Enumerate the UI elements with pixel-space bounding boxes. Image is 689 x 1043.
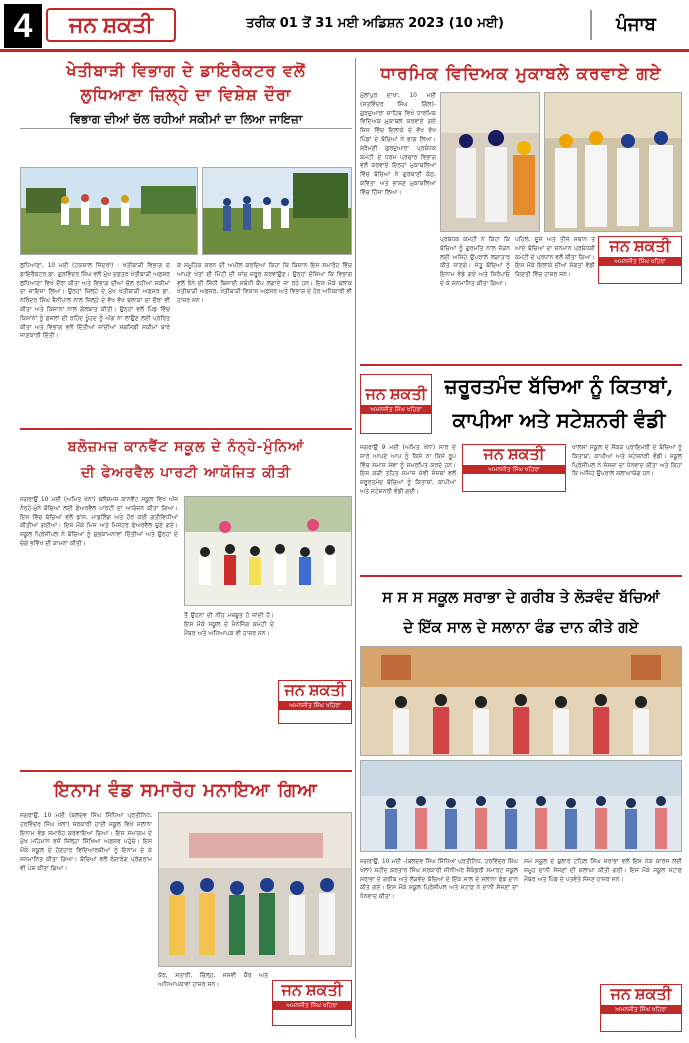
badge-title: ਜਨ ਸ਼ਕਤੀ bbox=[483, 446, 545, 463]
donation-body-left: ਜਗਰਾਉਂ, 10 ਮਈ -(ਬਲਦੇਵ ਸਿੰਘ ਸਿੱਧਿਆ ਪ੍ਰਤੀਨਿਧ, ਹਰਵਿੰਦਰ ਸਿੰਘ ਖੇਲਾ) ਸ਼ਹੀਦ ਕਰਤਾਰ ਸਿੰਘ ਸਰਕਾਰੀ ਸੀਨੀਅਰ ਸੈਕੰਡਰੀ ਸਮਾਰਟ ਸਕੂਲ ਸਰਾਭਾ ਦੇ ਗਰੀਬ ਅਤੇ ਲੋੜਵੰਦ ਬੱਚਿਆਂ ਦੇ ਇੱਕ ਸਾਲ ਦੇ ਸਲਾਨਾ ਫੰਡ ਦਾਨ ਕੀਤੇ ਗਏ। ਇਸ ਮੌਕੇ ਸਕੂਲ ਪ੍ਰਿੰਸੀਪਲ ਅਤੇ ਸਟਾਫ਼ ਨੇ ਦਾਨੀ ਸੱਜਣਾਂ ਦਾ ਧੰਨਵਾਦ ਕੀਤਾ। bbox=[360, 858, 518, 901]
newspaper-logo[interactable]: ਜਨ ਸ਼ਕਤੀ bbox=[46, 8, 176, 42]
agri-body-left: ਲੁਧਿਆਣਾ, 10 ਮਈ (ਟਕਸ਼ਾਲ ਜਿੰਦਰਾਂ) : ਖੇਤੀਬਾੜੀ ਵਿਭਾਗ ਦੇ ਡਾਇਰੈਕਟਰ ਡਾ. ਗੁਰਵਿੰਦਰ ਸਿੰਘ ਵਲੋਂ ਮੁੱਖ ਦਫ਼ਤਰ ਖੇਤੀਬਾੜੀ ਅਫ਼ਸਰ ਲੁਧਿਆਣਾ ਵਿਖੇ ਦੌਰਾ ਕੀਤਾ ਅਤੇ ਵਿਭਾਗ ਦੀਆਂ ਚੱਲ ਰਹੀਆਂ ਸਕੀਮਾਂ ਦਾ ਜਾਇਜ਼ਾ ਲਿਆ। ਉਨ੍ਹਾਂ ਜ਼ਿਲ੍ਹੇ ਦੇ ਮੁੱਖ ਖੇਤੀਬਾੜੀ ਅਫ਼ਸਰ ਡਾ. ਨਰਿੰਦਰ ਸਿੰਘ ਬੈਨੀਪਾਲ ਨਾਲ ਜ਼ਿਲ੍ਹੇ ਦੇ ਵੱਖ ਵੱਖ ਬਲਾਕਾਂ ਦਾ ਦੌਰਾ ਵੀ ਕੀਤਾ ਅਤੇ ਕਿਸਾਨਾਂ ਨਾਲ ਗੱਲਬਾਤ ਕੀਤੀ। ਉਨ੍ਹਾਂ ਵਲੋਂ ਪਿੰਡ ਵਿੱਚ ਕਿਸਾਨਾਂ ਨੂੰ ਫ਼ਸਲਾਂ ਦੀ ਰਹਿੰਦ ਖੂੰਹਦ ਨੂੰ ਅੱਗ ਨਾ ਲਾਉਣ ਲਈ ਪ੍ਰੇਰਿਤ ਕੀਤਾ ਅਤੇ ਵਿਭਾਗ ਵਲੋਂ ਦਿੱਤੀਆਂ ਜਾਂਦੀਆਂ ਸਬਸਿਡੀ ਸਕੀਮਾਂ ਬਾਰੇ ਜਾਣਕਾਰੀ ਦਿੱਤੀ। bbox=[20, 262, 170, 340]
jan-shakti-badge bbox=[272, 980, 352, 1026]
badge-subtitle: ਅਮਨਜੀਤ ਸਿੰਘ ਖਹਿਰਾ bbox=[601, 1005, 681, 1014]
donation-headline-1: ਸ ਸ ਸ ਸਕੂਲ ਸਰਾਭਾ ਦੇ ਗਰੀਬ ਤੇ ਲੋੜਵੰਦ ਬੱਚਿਆਂ bbox=[382, 588, 660, 606]
prize-body: ਜਗਰਾਉਂ, 10 ਮਈ (ਬਲਦੇਵ ਸਿੰਘ ਸਿੱਧਿਆ ਪ੍ਰਤੀਨਿਧ, ਹਰਵਿੰਦਰ ਸਿੰਘ ਖੇਲਾ) ਸਰਕਾਰੀ ਹਾਈ ਸਕੂਲ ਵਿਖੇ ਸਲਾਨਾ ਇਨਾਮ ਵੰਡ ਸਮਾਰੋਹ ਕਰਵਾਇਆ ਗਿਆ। ਇਸ ਸਮਾਗਮ ਦੇ ਮੁੱਖ ਮਹਿਮਾਨ ਵਜੋਂ ਜ਼ਿਲ੍ਹਾ ਸਿੱਖਿਆ ਅਫ਼ਸਰ ਪਹੁੰਚੇ। ਇਸ ਮੌਕੇ ਸਕੂਲ ਦੇ ਹੋਣਹਾਰ ਵਿਦਿਆਰਥੀਆਂ ਨੂੰ ਇਨਾਮ ਦੇ ਕੇ ਸਨਮਾਨਿਤ ਕੀਤਾ ਗਿਆ। ਬੱਚਿਆਂ ਵਲੋਂ ਰੰਗਾਰੰਗ ਪ੍ਰੋਗਰਾਮ ਵੀ ਪੇਸ਼ ਕੀਤਾ ਗਿਆ। bbox=[20, 812, 152, 872]
party-body: ਜਗਰਾਉਂ 10 ਮਈ (ਅਮਿਤ ਖੰਨਾ) ਬਲੋਜ਼ਮਜ਼ ਕਾਨਵੈਂਟ ਸਕੂਲ ਵਿਖੇ ਅੱਜ ਨੰਨ੍ਹੇ-ਮੁੰਨੇ ਬੱਚਿਆਂ ਲਈ ਫੇਅਰਵੈਲ ਪਾਰਟੀ ਦਾ ਆਯੋਜਨ ਕੀਤਾ ਗਿਆ। ਇਸ ਵਿੱਚ ਬੱਚਿਆਂ ਵਲੋਂ ਡਾਂਸ, ਮਾਡਲਿੰਗ ਅਤੇ ਹੋਰ ਕਈ ਗਤੀਵਿਧੀਆਂ ਕੀਤੀਆਂ ਗਈਆਂ। ਇਸ ਮੌਕੇ ਮਿਸ ਅਤੇ ਮਿਸਟਰ ਫੇਅਰਵੈਲ ਚੁਣੇ ਗਏ। ਸਕੂਲ ਪ੍ਰਿੰਸੀਪਲ ਨੇ ਬੱਚਿਆਂ ਨੂੰ ਸ਼ੁਭਕਾਮਨਾਵਾਂ ਦਿੱਤੀਆਂ ਅਤੇ ਉਨ੍ਹਾਂ ਦੇ ਚੰਗੇ ਭਵਿੱਖ ਦੀ ਕਾਮਨਾ ਕੀਤੀ। bbox=[20, 496, 178, 547]
divider bbox=[20, 770, 352, 772]
religious-body-bottom-left: ਪ੍ਰਬੰਧਕ ਕਮੇਟੀ ਨੇ ਕਿਹਾ ਕਿ ਬੱਚਿਆਂ ਨੂੰ ਗੁਰਮਤਿ ਨਾਲ ਜੋੜਨ ਲਈ ਅਜਿਹੇ ਉਪਰਾਲੇ ਲਗਾਤਾਰ ਕੀਤੇ ਜਾਣਗੇ। ਜੇਤੂ ਬੱਚਿਆਂ ਨੂੰ ਇਨਾਮ ਵੰਡੇ ਗਏ ਅਤੇ ਸਿਰੋਪਾਓ ਦੇ ਕੇ ਸਨਮਾਨਿਤ ਕੀਤਾ ਗਿਆ। bbox=[440, 236, 510, 287]
masthead bbox=[0, 0, 689, 52]
donation-photo-2 bbox=[360, 760, 682, 852]
donation-photo-1 bbox=[360, 646, 682, 756]
agri-headline-2: ਲੁਧਿਆਣਾ ਜ਼ਿਲ੍ਹੇ ਦਾ ਵਿਸ਼ੇਸ਼ ਦੌਰਾ bbox=[80, 85, 292, 104]
badge-title: ਜਨ ਸ਼ਕਤੀ bbox=[609, 238, 671, 255]
religious-headline: ਧਾਰਮਿਕ ਵਿਦਿਅਕ ਮੁਕਾਬਲੇ ਕਰਵਾਏ ਗਏ bbox=[380, 64, 662, 84]
books-body-left: ਜਗਰਾਉਂ 9 ਮਈ (ਅਮਿਤ ਖੰਨਾ) ਸਾਰੇ ਦੇ ਸਾਰੇ ਆਪਣੇ ਆਪ ਨੂੰ ਕਿਸੇ ਨਾ ਕਿਸੇ ਰੂਪ ਵਿੱਚ ਸਮਾਜ ਸੇਵਾ ਨੂੰ ਸਮਰਪਿਤ ਕਰਦੇ ਹਨ। ਇਸ ਕੜੀ ਤਹਿਤ ਸਮਾਜ ਸੇਵੀ ਸੰਸਥਾ ਵਲੋਂ ਜ਼ਰੂਰਤਮੰਦ ਬੱਚਿਆਂ ਨੂੰ ਕਿਤਾਬਾਂ, ਕਾਪੀਆਂ ਅਤੇ ਸਟੇਸ਼ਨਰੀ ਵੰਡੀ ਗਈ। bbox=[360, 444, 456, 495]
party-headline-2: ਦੀ ਫੇਅਰਵੈਲ ਪਾਰਟੀ ਆਯੋਜਿਤ ਕੀਤੀ bbox=[80, 465, 292, 481]
prize-body-right: ਕੋਰ, ਸਤਾਰੀ, ਚਿੱਲ੍ਹ, ਜਸਵੀ ਕੌਰ ਅਤੇ ਅਧਿਆਪਕਾਵਾਂ ਹਾਜ਼ਰ ਸਨ। bbox=[158, 972, 268, 988]
jan-shakti-badge bbox=[360, 374, 432, 434]
books-headline-1: ਜ਼ਰੂਰਤਮੰਦ ਬੱਚਿਆ ਨੂੰ ਕਿਤਾਬਾਂ, bbox=[444, 374, 674, 398]
party-photo bbox=[184, 496, 352, 606]
prize-headline: ਇਨਾਮ ਵੰਡ ਸਮਾਰੋਹ ਮਨਾਇਆ ਗਿਆ bbox=[54, 780, 318, 801]
dateline: ਤਰੀਕ 01 ਤੋਂ 31 ਮਈ ਅਡਿਸ਼ਨ 2023 (10 ਮਈ) bbox=[246, 16, 504, 31]
books-body-right: ਖਾਲਸਾ ਸਕੂਲ ਦੇ ਸੈਂਕੜੇ ਪ੍ਰਾਇਮਰੀ ਦੇ ਬੱਚਿਆਂ ਨੂੰ ਕਿਤਾਬਾਂ, ਕਾਪੀਆ ਅਤੇ ਸਟੇਸ਼ਨਰੀ ਵੰਡੀ। ਸਕੂਲ ਪ੍ਰਿੰਸੀਪਲ ਨੇ ਸੰਸਥਾ ਦਾ ਧੰਨਵਾਦ ਕੀਤਾ ਅਤੇ ਕਿਹਾ ਕਿ ਅਜਿਹੇ ਉਪਰਾਲੇ ਸ਼ਲਾਘਾਯੋਗ ਹਨ। bbox=[572, 444, 682, 478]
jan-shakti-badge bbox=[278, 680, 352, 724]
divider bbox=[360, 575, 682, 577]
column-divider bbox=[355, 58, 356, 1038]
page-number: 4 bbox=[4, 4, 42, 48]
agri-subhead: ਵਿਭਾਗ ਦੀਆਂ ਚੱਲ ਰਹੀਆਂ ਸਕੀਮਾਂ ਦਾ ਲਿਆ ਜਾਇਜ਼ਾ bbox=[20, 110, 352, 129]
jan-shakti-badge bbox=[600, 984, 682, 1032]
badge-title: ਜਨ ਸ਼ਕਤੀ bbox=[365, 386, 427, 403]
party-headline-1: ਬਲੋਜ਼ਮਜ਼ ਕਾਨਵੈਂਟ ਸਕੂਲ ਦੇ ਨੰਨ੍ਹੇ-ਮੁੰਨਿਆਂ bbox=[67, 439, 305, 455]
prize-photo bbox=[158, 812, 352, 967]
badge-title: ਜਨ ਸ਼ਕਤੀ bbox=[281, 982, 343, 999]
religious-body-top: ਮੁੱਲਾਂਪੁਰ ਦਾਖਾ, 10 ਮਈ (ਸਤਵਿੰਦਰ ਸਿੰਘ ਗਿੱਲ)- ਗੁਰਦੁਆਰਾ ਸਾਹਿਬ ਵਿਖੇ ਧਾਰਮਿਕ ਵਿਦਿਅਕ ਮੁਕਾਬਲੇ ਕਰਵਾਏ ਗਏ ਜਿਸ ਵਿੱਚ ਇਲਾਕੇ ਦੇ ਵੱਖ ਵੱਖ ਪਿੰਡਾਂ ਦੇ ਬੱਚਿਆਂ ਨੇ ਭਾਗ ਲਿਆ। ਸ਼੍ਰੋਮਣੀ ਗੁਰਦੁਆਰਾ ਪ੍ਰਬੰਧਕ ਕਮੇਟੀ ਦੇ ਧਰਮ ਪ੍ਰਚਾਰ ਵਿਭਾਗ ਵਲੋਂ ਕਰਵਾਏ ਇਨ੍ਹਾਂ ਮੁਕਾਬਲਿਆਂ ਵਿੱਚ ਬੱਚਿਆਂ ਨੇ ਗੁਰਬਾਣੀ ਕੰਠ, ਕਵਿਤਾ ਅਤੇ ਭਾਸ਼ਣ ਮੁਕਾਬਲਿਆਂ ਵਿੱਚ ਹਿੱਸਾ ਲਿਆ। bbox=[360, 92, 436, 196]
badge-subtitle: ਅਮਨਜੀਤ ਸਿੰਘ ਖਹਿਰਾ bbox=[273, 1001, 351, 1010]
donation-headline-2: ਦੇ ਇੱਕ ਸਾਲ ਦੇ ਸਲਾਨਾ ਫੰਡ ਦਾਨ ਕੀਤੇ ਗਏ bbox=[403, 618, 639, 636]
badge-title: ਜਨ ਸ਼ਕਤੀ bbox=[610, 986, 672, 1003]
agri-photo-2 bbox=[202, 167, 352, 255]
books-headline-2: ਕਾਪੀਆ ਅਤੇ ਸਟੇਸ਼ਨਰੀ ਵੰਡੀ bbox=[452, 408, 666, 432]
badge-subtitle: ਅਮਨਜੀਤ ਸਿੰਘ ਖਹਿਰਾ bbox=[361, 405, 431, 414]
badge-subtitle: ਅਮਨਜੀਤ ਸਿੰਘ ਖਹਿਰਾ bbox=[463, 465, 565, 474]
divider bbox=[20, 428, 352, 430]
badge-subtitle: ਅਮਨਜੀਤ ਸਿੰਘ ਖਹਿਰਾ bbox=[599, 257, 681, 266]
religious-photo-1 bbox=[440, 92, 540, 232]
badge-title: ਜਨ ਸ਼ਕਤੀ bbox=[284, 682, 346, 699]
religious-body-bottom-right: ਪਹਿਲੇ, ਦੂਜੇ ਅਤੇ ਤੀਜੇ ਸਥਾਨ ਤੇ ਆਏ ਬੱਚਿਆਂ ਦਾ ਸਨਮਾਨ ਪ੍ਰਬੰਧਕੀ ਕਮੇਟੀ ਦੇ ਪ੍ਰਧਾਨ ਵਲੋਂ ਕੀਤਾ ਗਿਆ। ਇਸ ਮੌਕੇ ਇਲਾਕੇ ਦੀਆਂ ਸੰਗਤਾਂ ਵੱਡੀ ਗਿਣਤੀ ਵਿੱਚ ਹਾਜ਼ਰ ਸਨ। bbox=[515, 236, 595, 279]
party-body-right: ਤੌਂ ਉਹਨਾਂ ਦੀ ਨੀਂਹ ਮਜ਼ਬੂਤ ਹੋ ਜਾਂਦੀ ਹੈ। ਇਸ ਮੌਕੇ ਸਕੂਲ ਦੇ ਮੈਨੇਜਿੰਗ ਕਮੇਟੀ ਦੇ ਮੈਂਬਰ ਅਤੇ ਅਧਿਆਪਕ ਵੀ ਹਾਜ਼ਰ ਸਨ। bbox=[184, 612, 274, 637]
agri-body-right: ਕੇ ਸਮੂਹਿਕ ਕਰਨ ਦੀ ਅਪੀਲ ਕਰਦਿਆਂ ਕਿਹਾ ਕਿ ਕਿਸਾਨ ਇਸ ਸਮਾਰੋਹ ਵਿੱਚ ਆਪਣੇ ਖੇਤਾਂ ਦੀ ਮਿੱਟੀ ਦੀ ਜਾਂਚ ਜ਼ਰੂਰ ਕਰਵਾਉਣ। ਉਨ੍ਹਾਂ ਦੱਸਿਆ ਕਿ ਵਿਭਾਗ ਵਲੋਂ ਝੋਨੇ ਦੀ ਸਿੱਧੀ ਬਿਜਾਈ ਸਬੰਧੀ ਕੈਂਪ ਲਗਾਏ ਜਾ ਰਹੇ ਹਨ। ਇਸ ਮੌਕੇ ਬਲਾਕ ਖੇਤੀਬਾੜੀ ਅਫ਼ਸਰ, ਖੇਤੀਬਾੜੀ ਵਿਕਾਸ ਅਫ਼ਸਰ ਅਤੇ ਵਿਭਾਗ ਦੇ ਹੋਰ ਅਧਿਕਾਰੀ ਵੀ ਹਾਜ਼ਰ ਸਨ। bbox=[177, 262, 352, 305]
agri-headline-1: ਖੇਤੀਬਾੜੀ ਵਿਭਾਗ ਦੇ ਡਾਇਰੈਕਟਰ ਵਲੋਂ bbox=[66, 61, 306, 80]
jan-shakti-badge bbox=[598, 236, 682, 284]
badge-subtitle: ਅਮਨਜੀਤ ਸਿੰਘ ਖਹਿਰਾ bbox=[279, 701, 351, 710]
agri-photo-1 bbox=[20, 167, 198, 255]
donation-body-right: ਸਮੇਂ ਸਕੂਲ ਦੇ ਬੁਲਾਰੇ ਟਹਿਲ ਸਿੰਘ ਸਰਾਭਾ ਵਲੋਂ ਇਸ ਨੇਕ ਕਾਰਜ ਲਈ ਸਮੂਹ ਦਾਨੀ ਸੱਜਣਾਂ ਦੀ ਸ਼ਲਾਘਾ ਕੀਤੀ ਗਈ। ਇਸ ਮੌਕੇ ਸਕੂਲ ਸਟਾਫ਼ ਮੈਂਬਰ ਅਤੇ ਪਿੰਡ ਦੇ ਪਤਵੰਤੇ ਸੱਜਣ ਹਾਜ਼ਰ ਸਨ। bbox=[524, 858, 682, 883]
section-title: ਪੰਜਾਬ bbox=[590, 10, 680, 40]
jan-shakti-badge bbox=[462, 444, 566, 492]
religious-photo-2 bbox=[544, 92, 682, 232]
divider bbox=[360, 364, 682, 366]
